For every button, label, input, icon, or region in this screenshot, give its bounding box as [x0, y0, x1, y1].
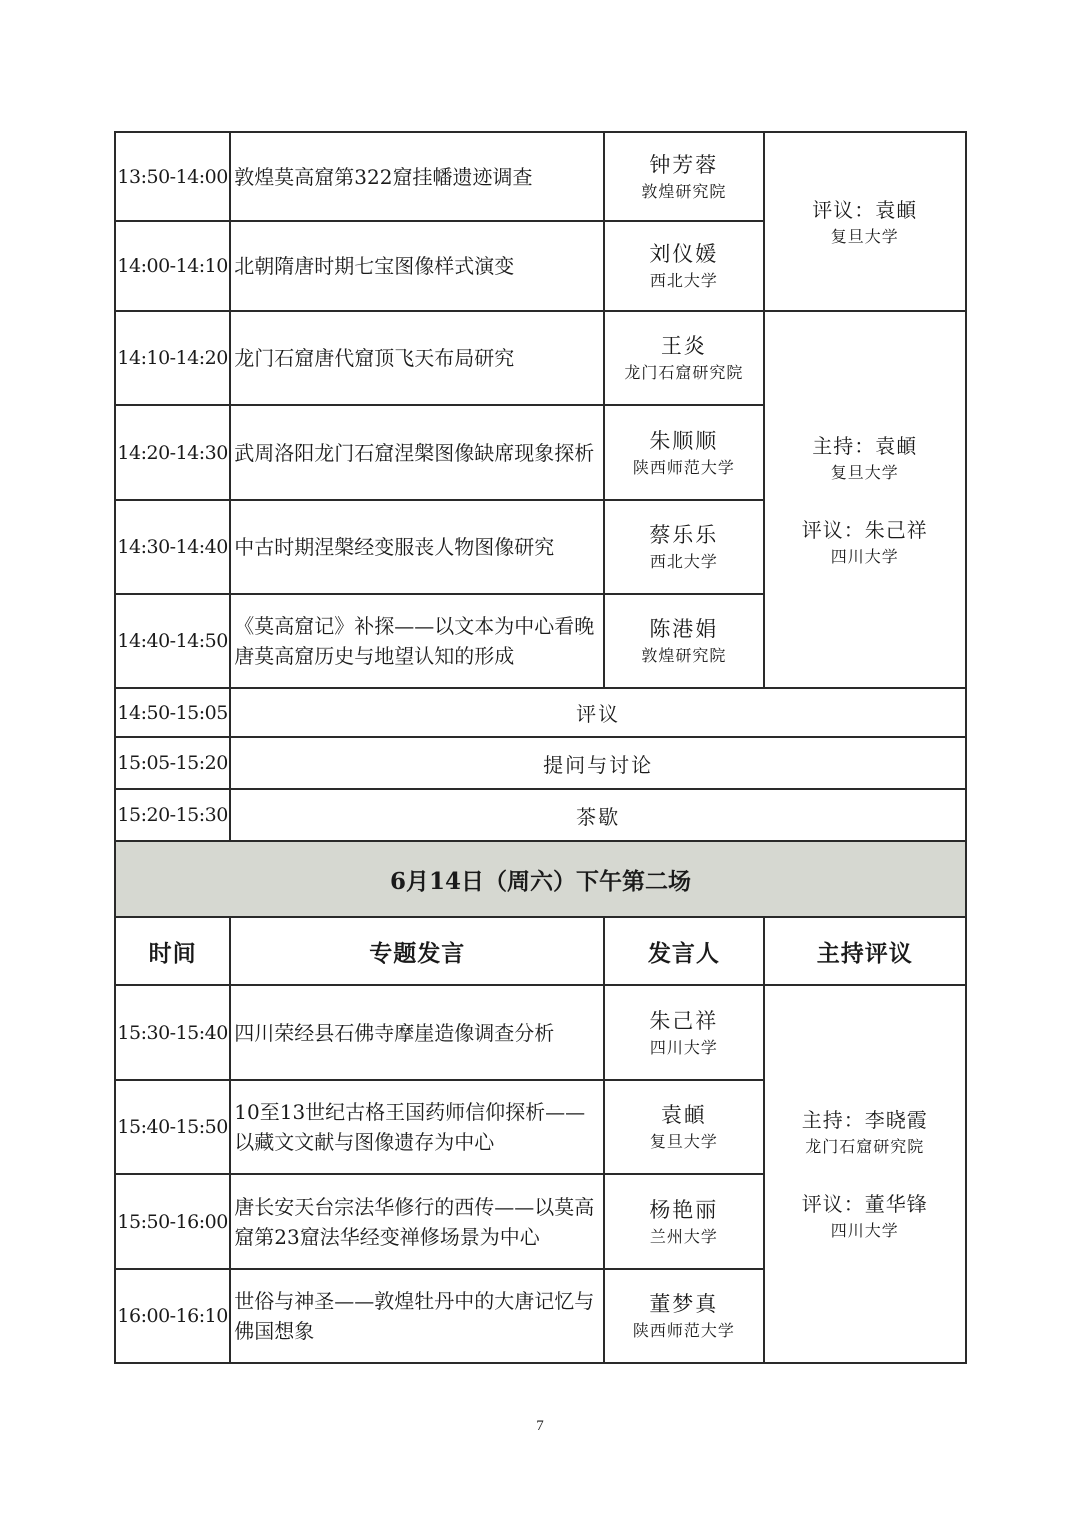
topic-cell: 10至13世纪古格王国药师信仰探析——以藏文文献与图像遗存为中心 [230, 1080, 604, 1174]
reviewer-affiliation: 复旦大学 [830, 226, 899, 246]
topic-cell: 四川荣经县石佛寺摩崖造像调查分析 [230, 985, 604, 1080]
time-cell: 14:50-15:05 [115, 688, 230, 737]
topic-cell: 《莫高窟记》补探——以文本为中心看晚唐莫高窟历史与地望认知的形成 [230, 594, 604, 688]
speaker-affiliation: 西北大学 [649, 552, 718, 571]
speaker-cell [604, 1174, 763, 1269]
agenda-item: 提问与讨论 [230, 737, 966, 789]
reviewer-name: 评议：袁頔 [812, 197, 918, 222]
schedule-table [114, 131, 967, 1364]
moderator-cell [764, 311, 967, 688]
speaker-affiliation: 龙门石窟研究院 [624, 363, 744, 382]
speaker-cell [604, 594, 763, 688]
reviewer-name: 评议：董华锋 [801, 1192, 928, 1216]
speaker-name: 董梦真 [649, 1292, 719, 1316]
speaker-cell [604, 985, 763, 1080]
session-title: 6月14日（周六）下午第二场 [115, 841, 966, 917]
speaker-cell [604, 132, 763, 221]
host-affiliation: 复旦大学 [830, 462, 899, 482]
time-cell: 14:40-14:50 [115, 594, 230, 688]
speaker-affiliation: 陕西师范大学 [632, 1321, 735, 1340]
speaker-name: 杨艳丽 [649, 1197, 719, 1222]
table-row [115, 311, 966, 405]
topic-cell: 北朝隋唐时期七宝图像样式演变 [230, 221, 604, 311]
agenda-item: 茶歇 [230, 789, 966, 841]
table-row [115, 789, 966, 841]
speaker-name: 陈港娟 [649, 617, 719, 641]
speaker-cell [604, 500, 763, 594]
speaker-name: 蔡乐乐 [649, 523, 719, 547]
speaker-name: 朱顺顺 [649, 428, 719, 453]
header-time: 时间 [115, 917, 230, 985]
speaker-affiliation: 复旦大学 [649, 1132, 718, 1151]
agenda-item: 评议 [230, 688, 966, 737]
reviewer-name: 评议：朱己祥 [801, 517, 928, 542]
header-topic: 专题发言 [230, 917, 604, 985]
topic-cell: 唐长安天台宗法华修行的西传——以莫高窟第23窟法华经变禅修场景为中心 [230, 1174, 604, 1269]
time-cell: 14:30-14:40 [115, 500, 230, 594]
topic-cell: 世俗与神圣——敦煌牡丹中的大唐记忆与佛国想象 [230, 1269, 604, 1363]
session-title-row [115, 841, 966, 917]
speaker-cell [604, 1269, 763, 1363]
speaker-cell [604, 311, 763, 405]
moderator-cell [764, 132, 967, 311]
time-cell: 14:00-14:10 [115, 221, 230, 311]
speaker-name: 袁頔 [660, 1103, 707, 1127]
time-cell: 16:00-16:10 [115, 1269, 230, 1363]
reviewer-affiliation: 四川大学 [830, 1221, 899, 1240]
speaker-affiliation: 西北大学 [649, 271, 718, 290]
speaker-affiliation: 敦煌研究院 [641, 181, 727, 201]
time-cell: 15:50-16:00 [115, 1174, 230, 1269]
moderator-cell [764, 985, 967, 1363]
reviewer-affiliation: 四川大学 [830, 546, 899, 566]
header-row [115, 917, 966, 985]
topic-cell: 龙门石窟唐代窟顶飞天布局研究 [230, 311, 604, 405]
speaker-cell [604, 1080, 763, 1174]
page-number: 7 [536, 1418, 544, 1434]
speaker-name: 朱己祥 [649, 1008, 719, 1033]
header-speaker: 发言人 [604, 917, 763, 985]
time-cell: 15:20-15:30 [115, 789, 230, 841]
table-row [115, 737, 966, 789]
time-cell: 14:20-14:30 [115, 405, 230, 500]
speaker-cell [604, 221, 763, 311]
speaker-affiliation: 兰州大学 [649, 1226, 718, 1246]
speaker-affiliation: 四川大学 [649, 1037, 718, 1057]
time-cell: 15:30-15:40 [115, 985, 230, 1080]
table-row [115, 688, 966, 737]
speaker-name: 刘仪媛 [649, 242, 719, 266]
time-cell: 15:40-15:50 [115, 1080, 230, 1174]
topic-cell: 武周洛阳龙门石窟涅槃图像缺席现象探析 [230, 405, 604, 500]
speaker-name: 王炎 [660, 334, 707, 358]
topic-cell: 敦煌莫高窟第322窟挂幡遗迹调查 [230, 132, 604, 221]
topic-cell: 中古时期涅槃经变服丧人物图像研究 [230, 500, 604, 594]
speaker-affiliation: 陕西师范大学 [632, 457, 735, 477]
speaker-affiliation: 敦煌研究院 [641, 646, 727, 665]
time-cell: 14:10-14:20 [115, 311, 230, 405]
speaker-cell [604, 405, 763, 500]
host-affiliation: 龙门石窟研究院 [805, 1137, 925, 1156]
time-cell: 15:05-15:20 [115, 737, 230, 789]
table-row [115, 132, 966, 221]
time-cell: 13:50-14:00 [115, 132, 230, 221]
speaker-name: 钟芳蓉 [649, 152, 719, 177]
table-row [115, 985, 966, 1080]
host-name: 主持：袁頔 [812, 433, 918, 458]
host-name: 主持：李晓霞 [801, 1108, 928, 1132]
header-moderator: 主持评议 [764, 917, 967, 985]
